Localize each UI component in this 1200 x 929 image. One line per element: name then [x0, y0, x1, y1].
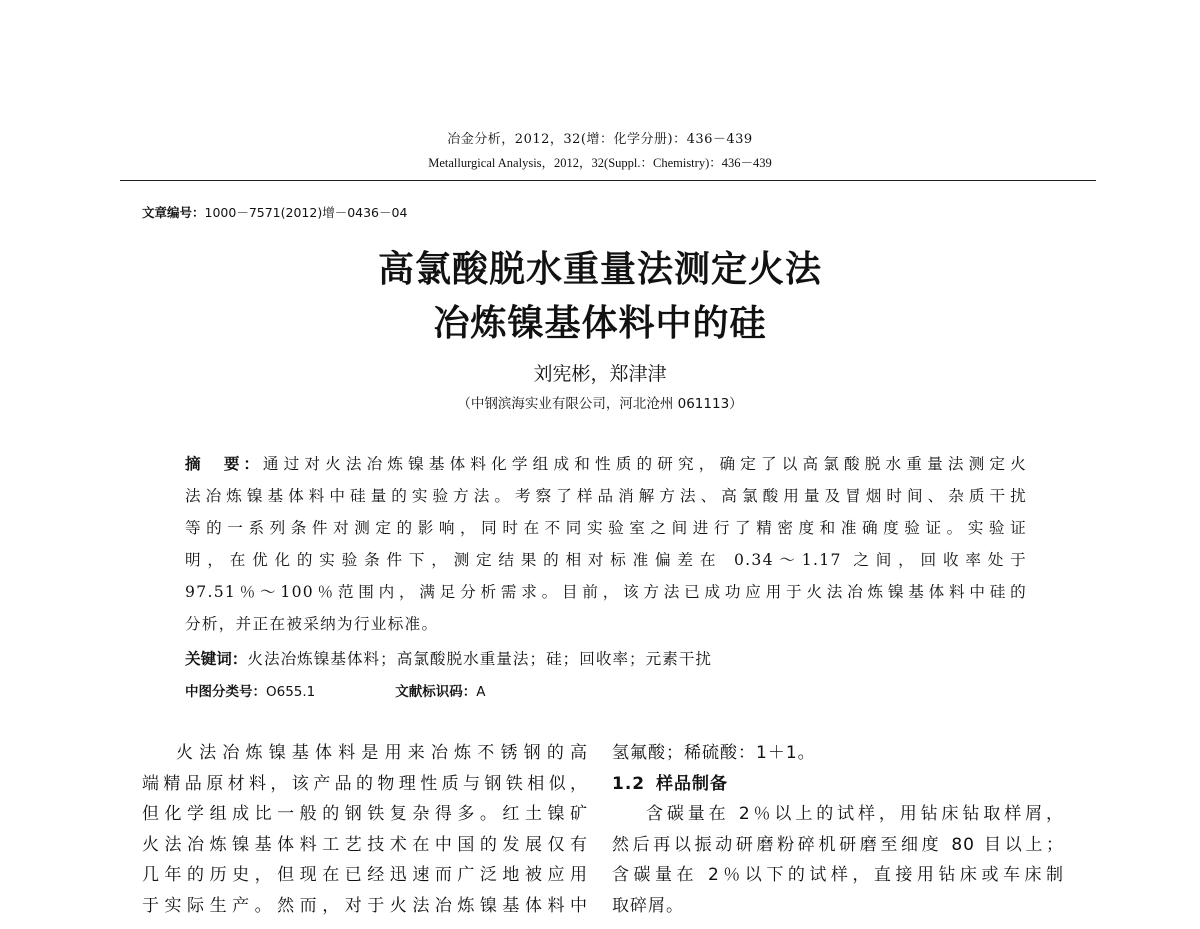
article-number-label: 文章编号：: [142, 205, 205, 220]
abstract-line: 分析，并正在被采纳为行业标准。: [185, 615, 439, 633]
clc-value: O655.1: [266, 684, 316, 700]
abstract-line: 明，在优化的实验条件下，测定结果的相对标准偏差在 0.34～1.17 之间，回收率处于: [185, 551, 1027, 569]
abstract-label: 摘 要：: [185, 455, 263, 473]
clc-label: 中图分类号：: [185, 684, 266, 700]
section-heading: [612, 769, 1064, 800]
abstract-line: 97.51％～100％范围内，满足分析需求。目前，该方法已成功应用于火法冶炼镍基体料中硅的: [185, 583, 1027, 601]
keywords-label: 关键词：: [185, 650, 248, 668]
authors: 刘宪彬，郑津津: [533, 363, 667, 385]
body-line: 取碎屑。: [612, 895, 684, 916]
body-line: 火法冶炼镍基体料是用来冶炼不锈钢的高: [176, 743, 588, 763]
abstract-line: 等的一系列条件对测定的影响，同时在不同实验室之间进行了精密度和准确度验证。实验证: [185, 519, 1027, 537]
abstract: [185, 448, 1027, 640]
journal-citation-en: Metallurgical Analysis，2012，32(Suppl.：Chemistry)：436－439: [428, 156, 772, 170]
paper-title-line1: 高氯酸脱水重量法测定火法: [377, 249, 822, 290]
body-line: 含碳量在 2％以上的试样，用钻床钻取样屑，: [646, 804, 1064, 824]
keywords-value: 火法冶炼镍基体料；高氯酸脱水重量法；硅；回收率；元素干扰: [247, 650, 713, 668]
body-line: 含碳量在 2％以下的试样，直接用钻床或车床制: [612, 865, 1064, 885]
body-line: 但化学组成比一般的钢铁复杂得多。红土镍矿: [142, 804, 588, 824]
body-right-column: [612, 738, 1064, 921]
article-number-value: 1000－7571(2012)增－0436－04: [204, 205, 408, 220]
section-number: 1.2: [612, 773, 646, 794]
body-line: 火法冶炼镍基体料工艺技术在中国的发展仅有: [142, 834, 588, 855]
body-line: 端精品原材料，该产品的物理性质与钢铁相似，: [142, 773, 588, 794]
body-line: 于实际生产。然而，对于火法冶炼镍基体料中: [142, 895, 588, 916]
header-rule: [120, 180, 1096, 181]
classification: [185, 680, 486, 700]
keywords: [185, 647, 712, 669]
paper-title-line2: 冶炼镍基体料中的硅: [433, 303, 767, 344]
body-line: 然后再以振动研磨粉碎机研磨至细度 80 目以上；: [612, 834, 1064, 855]
body-line: 几年的历史，但现在已经迅速而广泛地被应用: [142, 865, 588, 885]
body-left-column: [142, 738, 588, 921]
doc-code-value: A: [476, 684, 486, 700]
doc-code-label: 文献标识码：: [395, 684, 477, 700]
body-line: 氢氟酸；稀硫酸：1＋1。: [612, 743, 816, 763]
section-title: 样品制备: [656, 773, 728, 794]
abstract-line: 法冶炼镍基体料中硅量的实验方法。考察了样品消解方法、高氯酸用量及冒烟时间、杂质干扰: [185, 487, 1027, 505]
abstract-line: 摘 要：通过对火法冶炼镍基体料化学组成和性质的研究，确定了以高氯酸脱水重量法测定火: [185, 455, 1027, 473]
affiliation: （中钢滨海实业有限公司，河北沧州 061113）: [457, 396, 743, 412]
journal-citation-cn: 冶金分析，2012，32(增：化学分册)：436－439: [447, 132, 753, 147]
article-number: [142, 203, 407, 221]
